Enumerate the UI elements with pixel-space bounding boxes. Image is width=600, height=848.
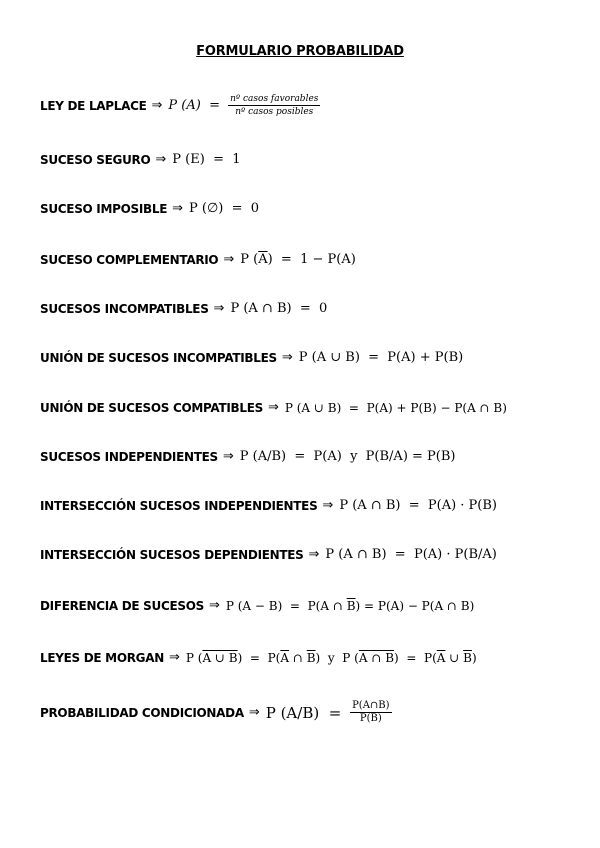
formula-part: ) y P ( [315, 650, 359, 665]
formula: P (∅) = 0 [189, 201, 260, 216]
formula-part: ) = P( [237, 650, 281, 665]
complement-bar: $\overline{A}$ [258, 252, 268, 267]
implies-arrow: ⇒ [168, 650, 180, 665]
formula-label: LEYES DE MORGAN [40, 650, 164, 665]
formula-part: P ( [185, 650, 203, 665]
formula-part: ) = P(A) − P(A ∩ B) [355, 598, 475, 613]
implies-arrow: ⇒ [213, 301, 225, 316]
formula-part: ∩ [289, 650, 307, 665]
formula: P (A ∩ B) = P(A) · P(B) [339, 498, 497, 513]
implies-arrow: ⇒ [308, 547, 320, 562]
complement-bar: $\overline{A}$ [280, 650, 290, 665]
fraction-numerator: P(A∩B) [352, 700, 390, 711]
implies-arrow: ⇒ [322, 498, 334, 513]
formula-part: ) [471, 650, 477, 665]
complement-bar: A ∪ B [202, 650, 238, 665]
formula-row-interseccion-dependientes [40, 547, 497, 562]
formula: P (A ∩ B) = P(A) · P(B/A) [325, 547, 497, 562]
implies-arrow: ⇒ [151, 98, 163, 113]
formula-label: SUCESOS INCOMPATIBLES [40, 301, 209, 316]
complement-bar: $\overline{A}$ [436, 650, 446, 665]
formula-label: INTERSECCIÓN SUCESOS INDEPENDIENTES [40, 498, 318, 513]
implies-arrow: ⇒ [267, 400, 279, 415]
formula-label: PROBABILIDAD CONDICIONADA [40, 705, 244, 720]
formula-label: SUCESO SEGURO [40, 152, 151, 167]
formula-row-imposible [40, 201, 259, 216]
formula-part: P ( [240, 252, 259, 267]
implies-arrow: ⇒ [172, 201, 184, 216]
formula-row-diferencia [40, 598, 474, 613]
formula-lhs: P (A/B) = [265, 703, 347, 722]
implies-arrow: ⇒ [223, 252, 235, 267]
formula-row-union-compatibles [40, 400, 507, 415]
formula: P (A ∪ B) = P(A) + P(B) [298, 350, 464, 365]
formula: P (E) = 1 [172, 152, 241, 167]
implies-arrow: ⇒ [281, 350, 293, 365]
complement-bar: $\overline{B}$ [463, 650, 472, 665]
formula-row-independientes [40, 449, 456, 464]
fraction-denominator: P(B) [359, 713, 382, 724]
complement-bar: $\overline{B}$ [306, 650, 316, 665]
formula-label: INTERSECCIÓN SUCESOS DEPENDIENTES [40, 547, 304, 562]
formula-row-laplace [40, 93, 320, 118]
formula-label: SUCESO COMPLEMENTARIO [40, 252, 219, 267]
complement-bar: A ∩ B [358, 650, 395, 665]
formula-row-seguro [40, 152, 241, 167]
implies-arrow: ⇒ [222, 449, 234, 464]
formula-label: SUCESOS INDEPENDIENTES [40, 449, 218, 464]
formula: P (A/B) = P(A) y P(B/A) = P(B) [239, 449, 456, 464]
implies-arrow: ⇒ [155, 152, 167, 167]
complement-bar: $\overline{B}$ [346, 598, 356, 613]
formula-part: ) = P( [394, 650, 437, 665]
formula-label: SUCESO IMPOSIBLE [40, 201, 168, 216]
formula-label: LEY DE LAPLACE [40, 98, 147, 113]
formula: P (A ∪ B) = P(A) + P(B) − P(A ∩ B) [284, 400, 507, 415]
formula-row-union-incompatibles [40, 350, 463, 365]
formula-row-incompatibles [40, 301, 327, 316]
fraction-denominator: nº casos posibles [235, 107, 314, 117]
formula-row-complementario [40, 252, 356, 267]
formula-label: UNIÓN DE SUCESOS INCOMPATIBLES [40, 350, 277, 365]
formula-part: ) = 1 − P(A) [267, 252, 356, 267]
formula-row-interseccion-independientes [40, 498, 497, 513]
implies-arrow: ⇒ [208, 598, 220, 613]
formula-label: UNIÓN DE SUCESOS COMPATIBLES [40, 400, 263, 415]
formula-part: P (A − B) = P(A ∩ [225, 598, 347, 613]
formula-row-condicionada [40, 700, 392, 725]
implies-arrow: ⇒ [248, 705, 260, 720]
formula-label: DIFERENCIA DE SUCESOS [40, 598, 204, 613]
formula-row-morgan [40, 650, 477, 665]
formula-part: ∪ [445, 650, 464, 665]
fraction [228, 93, 320, 118]
formula-lhs: P (A) = [168, 98, 225, 113]
fraction-numerator: nº casos favorables [230, 94, 319, 104]
page-title: FORMULARIO PROBABILIDAD [196, 44, 404, 59]
fraction [350, 700, 391, 725]
formula: P (A ∩ B) = 0 [230, 301, 328, 316]
